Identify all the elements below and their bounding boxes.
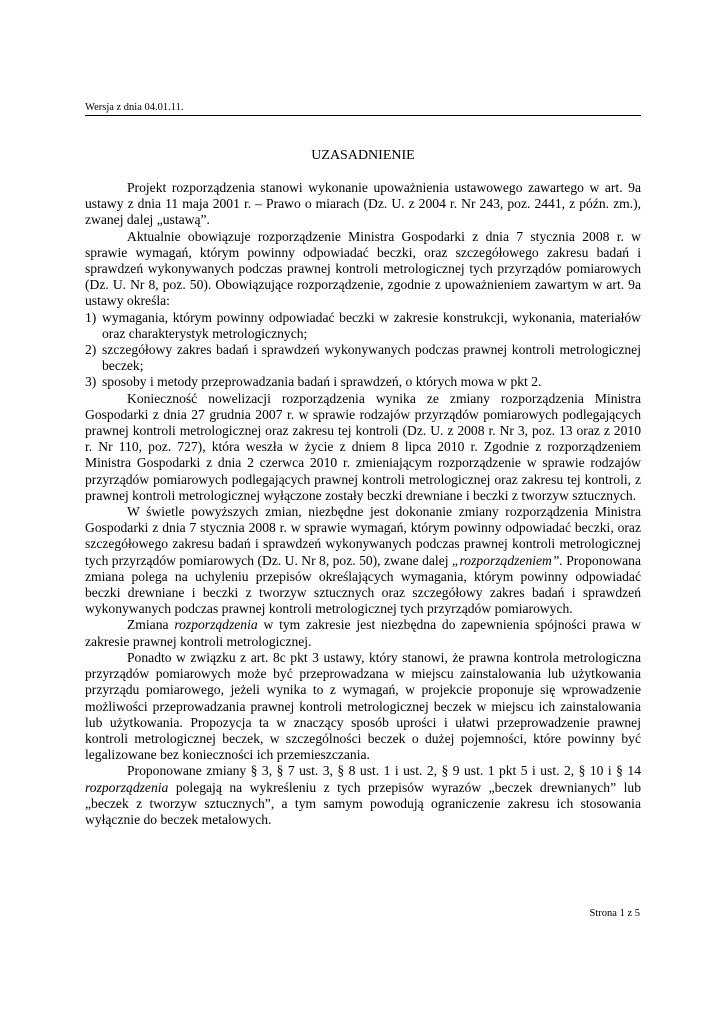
document-body <box>85 180 641 828</box>
list-number: 3) <box>85 374 97 390</box>
list-text: wymagania, którym powinny odpowiadać beczki w zakresie konstrukcji, wykonania, materiałów oraz charakterystyk metrologicznych; <box>102 309 641 341</box>
paragraph-7-text-c: polegają na wykreśleniu z tych przepisów wyrazów „beczek drewnianych” lub „beczek z tworzyw sztucznych”, a tym samym powodują ograniczenie zakresu ich stosowania wyłącznie do beczek metalowych. <box>85 779 641 827</box>
version-header: Wersja z dnia 04.01.11. <box>85 101 641 116</box>
paragraph-4 <box>85 504 641 617</box>
paragraph-4-italic: „rozporządzeniem”. <box>451 552 563 568</box>
paragraph-7 <box>85 763 641 828</box>
list-item <box>85 342 641 374</box>
paragraph-4-text-c: Proponowana zmiana polega na uchyleniu przepisów określających wymagania, którym powinny odpowiadać beczki drewniane i beczki z tworzyw sztucznych oraz szczegółowy zakres badań i sprawdzeń wykonywanych podczas prawnej kontroli metrologicznej tych przyrządów pomiarowych. <box>85 552 641 617</box>
paragraph-5 <box>85 617 641 649</box>
paragraph-6: Ponadto w związku z art. 8c pkt 3 ustawy, który stanowi, że prawna kontrola metrologiczna przyrządów pomiarowych może być przeprowadzana w miejscu zainstalowania lub użytkowania przyrządu pomiarowego, jeżeli wynika to z wymagań, w projekcie proponuje się wprowadzenie możliwości przeprowadzania prawnej kontroli metrologicznej beczek w miejscu ich zainstalowania lub użytkowania. Propozycja ta w znaczący sposób uprości i ułatwi przeprowadzenie prawnej kontroli metrologicznej beczek, w szczególności beczek o dużej pojemności, które powinny być legalizowane bez konieczności ich przemieszczania. <box>85 649 641 763</box>
paragraph-2: Aktualnie obowiązuje rozporządzenie Ministra Gospodarki z dnia 7 stycznia 2008 r. w sprawie wymagań, którym powinny odpowiadać beczki, oraz szczegółowego zakresu badań i sprawdzeń wykonywanych podczas prawnej kontroli metrologicznej tych przyrządów pomiarowych (Dz. U. Nr 8, poz. 50). Obowiązujące rozporządzenie, zgodnie z upoważnieniem zawartym w art. 9a ustawy określa: <box>85 228 641 309</box>
list-item <box>85 310 641 342</box>
paragraph-4-text-a: W świetle powyższych zmian, niezbędne jest dokonanie zmiany rozporządzenia Ministra Gospodarki z dnia 7 stycznia 2008 r. w sprawie wymagań, którym powinny odpowiadać beczki, oraz szczegółowego zakresu badań i sprawdzeń wykonywanych podczas prawnej kontroli metrologicznej tych przyrządów pomiarowych (Dz. U. Nr 8, poz. 50), zwane dalej <box>85 504 641 568</box>
list-text: sposoby i metody przeprowadzania badań i sprawdzeń, o których mowa w pkt 2. <box>102 374 542 390</box>
paragraph-5-text-c: w tym zakresie jest niezbędna do zapewnienia spójności prawa w zakresie prawnej kontroli metrologicznej. <box>85 617 642 649</box>
paragraph-5-italic: rozporządzenia <box>174 617 258 633</box>
paragraph-3: Konieczność nowelizacji rozporządzenia wynika ze zmiany rozporządzenia Ministra Gospodarki z dnia 27 grudnia 2007 r. w sprawie rodzajów przyrządów pomiarowych podlegających prawnej kontroli metrologicznej oraz zakresu tej kontroli (Dz. U. z 2008 r. Nr 3, poz. 13 oraz z 2010 r. Nr 110, poz. 727), która weszła w życie z dniem 8 lipca 2010 r. Zgodnie z rozporządzeniem Ministra Gospodarki z dnia 2 czerwca 2010 r. zmieniającym rozporządzenie w sprawie rodzajów przyrządów pomiarowych podlegających prawnej kontroli metrologicznej oraz zakresu tej kontroli, z prawnej kontroli metrologicznej wyłączone zostały beczki drewniane i beczki z tworzyw sztucznych. <box>85 390 641 503</box>
paragraph-1: Projekt rozporządzenia stanowi wykonanie upoważnienia ustawowego zawartego w art. 9a ustawy z dnia 11 maja 2001 r. – Prawo o miarach (Dz. U. z 2004 r. Nr 243, poz. 2441, z późn. zm.), zwanej dalej „ustawą”. <box>85 180 641 228</box>
list-item <box>85 374 641 390</box>
list-number: 1) <box>85 309 97 325</box>
document-title: UZASADNIENIE <box>311 148 415 163</box>
requirements-list <box>85 310 641 391</box>
list-text: szczegółowy zakres badań i sprawdzeń wykonywanych podczas prawnej kontroli metrologicznej beczek; <box>102 342 641 374</box>
page-number: Strona 1 z 5 <box>589 908 640 919</box>
paragraph-5-text-a: Zmiana <box>127 617 175 633</box>
paragraph-7-italic: rozporządzenia <box>85 779 169 795</box>
list-number: 2) <box>85 342 97 358</box>
paragraph-7-text-a: Proponowane zmiany § 3, § 7 ust. 3, § 8 ust. 1 i ust. 2, § 9 ust. 1 pkt 5 i ust. 2, § 10 i § 14 <box>127 763 641 779</box>
